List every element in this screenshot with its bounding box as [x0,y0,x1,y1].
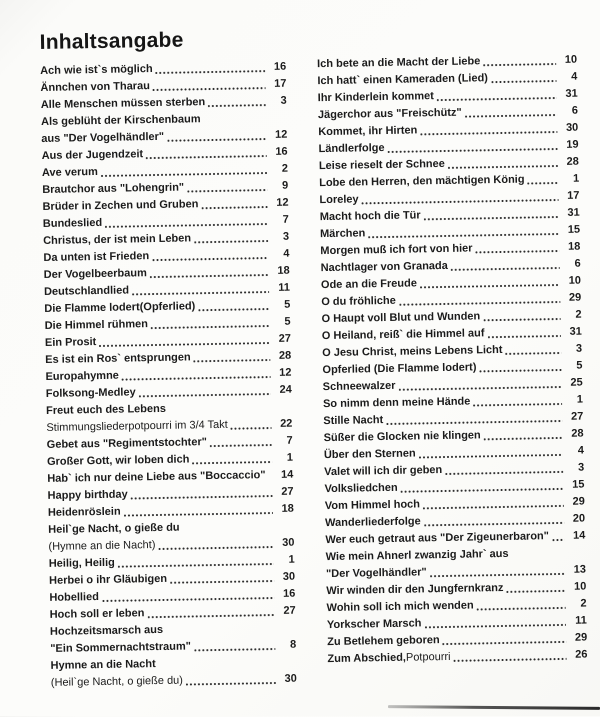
page-title: Inhaltsangabe [39,28,183,55]
dot-leader [105,223,268,228]
page-number: 11 [570,613,587,630]
song-title: Wer euch getraut aus "Der Zigeunerbaron" [325,528,549,549]
dot-leader [124,512,273,517]
dot-leader [480,369,562,372]
dot-leader [420,131,557,135]
toc-entry [327,647,587,669]
page-number: 27 [566,409,583,426]
song-title: Ännchen von Tharau [40,78,150,97]
dot-leader [122,376,271,381]
dot-leader [484,437,563,440]
dot-leader [150,274,269,278]
song-title: Wir winden dir den Jungfernkranz [326,580,503,600]
page-number: 10 [560,52,577,69]
song-title: Kommet, ihr Hirten [318,122,417,141]
song-title: "Der Vogelhändler" [326,564,427,583]
page-number: 14 [568,528,585,545]
song-title: Vom Himmel hoch [325,496,420,515]
page-number: 9 [271,178,288,195]
page-number: 1 [278,552,295,569]
page-number: 31 [563,205,580,222]
page-number: 2 [271,161,288,178]
song-title: Freut euch des Lebens [46,401,166,420]
song-title: Als geblüht der Kirschenbaum [41,111,201,131]
toc-column-right [317,52,588,668]
song-title: Zu Betlehem geboren [327,632,440,651]
dot-leader [132,291,269,295]
dot-leader [146,155,267,159]
dot-leader [118,563,274,568]
dot-leader [208,104,266,107]
song-title: Hab` ich nur deine Liebe aus "Boccaccio" [47,467,266,488]
song-title: Ihr Kinderlein kommet [318,88,434,107]
page-number: 29 [568,494,585,511]
page-number: 29 [564,290,581,307]
song-title: Hobellied [49,589,99,607]
song-title: Aus der Jugendzeit [42,146,144,165]
song-title: Morgen muß ich fort von hier [320,240,472,260]
page-number: 13 [569,562,586,579]
dot-leader [437,97,557,101]
page-number: 7 [276,433,293,450]
dot-leader [194,648,275,651]
page-number: 5 [273,314,290,331]
song-title: Valet will ich dir geben [324,462,442,481]
dot-leader [477,607,566,611]
dot-leader [170,580,274,584]
dot-leader [506,590,565,593]
page-number: 30 [561,120,578,137]
song-title: Es ist ein Ros` entsprungen [45,349,191,369]
dot-leader [186,682,276,686]
dot-leader [451,267,560,271]
dot-leader [424,216,559,220]
dot-leader [476,250,560,253]
page-number: 14 [276,467,293,484]
page-number: 17 [269,76,286,93]
song-title: Lobe den Herren, den mächtigen König [319,172,525,193]
page-number: 15 [567,477,584,494]
page-number: 18 [273,263,290,280]
page-number: 26 [570,647,587,664]
song-title: Stimmungsliederpotpourri im 3/4 Takt [46,417,228,437]
dot-leader [552,539,564,541]
dot-leader [147,614,274,618]
page-number: 3 [567,460,584,477]
dot-leader [465,114,557,118]
dot-leader [362,199,559,204]
song-title: Heil`ge Nacht, o gieße du [48,520,180,539]
song-title: Bundeslied [43,215,103,233]
page-number: 7 [272,212,289,229]
song-title: aus "Der Vogelhändler" [41,129,164,148]
page-number: 27 [279,603,296,620]
song-title: Happy birthday [47,487,127,505]
page-number: 29 [570,630,587,647]
dot-leader [430,573,565,577]
dot-leader [194,240,268,243]
dot-leader [401,488,564,493]
song-title: Ich bete an die Macht der Liebe [317,53,480,73]
song-title: Ode an die Freude [321,275,417,294]
dot-leader [101,172,267,177]
page-number: 4 [272,246,289,263]
page-number: 27 [276,484,293,501]
dot-leader [187,189,267,192]
page-number: 5 [273,297,290,314]
dot-leader [445,471,563,475]
page-number: 4 [567,443,584,460]
page-number: 16 [271,144,288,161]
song-title: (Hymne an die Nacht) [48,537,155,556]
dot-leader [153,87,266,91]
dot-leader [483,63,556,66]
page-number: 28 [566,426,583,443]
song-title: "Ein Sommernachtstraum" [50,638,191,657]
dot-leader [528,182,559,185]
dot-leader [194,359,271,362]
song-title: Brautchor aus "Lohengrin" [42,180,184,199]
dot-leader [368,233,559,238]
song-title: Die Himmel rühmen [45,316,149,335]
dot-leader [159,546,274,550]
page-number: 18 [277,501,294,518]
page-number: 6 [561,103,578,120]
song-title: Deutschlandlied [44,282,129,300]
dot-leader [483,318,560,321]
page-number: 20 [568,511,585,528]
song-title: Jägerchor aus "Freischütz" [318,105,462,125]
dot-leader [443,641,567,645]
song-title: Wanderliederfolge [325,513,421,532]
song-title: Europahymne [45,368,119,386]
dot-leader [231,427,272,430]
song-title: Wohin soll ich mich wenden [326,598,473,618]
song-title: Brüder in Zechen und Gruben [42,196,198,216]
song-title: Volksliedchen [324,480,397,498]
song-title: Alle Menschen müssen sterben [41,94,206,114]
dot-leader [167,138,266,142]
page-number: 1 [566,392,583,409]
dot-leader [399,301,560,306]
song-title: Der Vogelbeerbaum [44,265,147,284]
page-number: 3 [565,341,582,358]
song-title: O Jesu Christ, meins Lebens Licht [322,342,503,362]
song-title: Über den Sternen [324,446,416,465]
song-title: Ein Prosit [45,334,97,352]
page-number: 8 [279,637,296,654]
song-title: Macht hoch die Tür [320,207,421,226]
song-title: Christus, der ist mein Leben [43,230,191,250]
page-number: 2 [569,596,586,613]
dot-leader [419,454,563,459]
song-title: Yorkscher Marsch [327,615,422,634]
song-title: Süßer die Glocken nie klingen [324,427,481,447]
song-title: Hymne an die Nacht [50,656,155,675]
dot-leader [198,308,269,311]
song-title: Hochzeitsmarsch aus [50,622,163,641]
page-number: 19 [561,137,578,154]
page-number: 24 [275,382,292,399]
song-title-suffix: Potpourri [406,649,451,667]
dot-leader [473,403,562,407]
dot-leader [487,335,560,338]
dot-leader [201,206,267,209]
dot-leader [454,658,567,662]
page-number: 28 [562,154,579,171]
dot-leader [102,597,274,602]
page-number: 28 [274,348,291,365]
dot-leader [388,148,558,153]
song-title: Leise rieselt der Schnee [319,156,445,175]
dot-leader [210,444,272,447]
page-number: 3 [272,229,289,246]
page-number: 30 [277,535,294,552]
page-number: 1 [276,450,293,467]
page-number: 2 [564,307,581,324]
song-title: Wie mein Ahnerl zwanzig Jahr` aus [326,546,509,566]
page-number: 16 [269,59,286,76]
page-number: 27 [274,331,291,348]
song-title: Da unten ist Frieden [43,248,149,267]
dot-leader [156,70,266,74]
song-title: O Haupt voll Blut und Wunden [321,308,480,328]
song-title: Nachtlager von Granada [321,258,448,277]
page-number: 17 [562,188,579,205]
dot-leader [420,284,560,288]
dot-leader [491,80,556,83]
toc-column-left [40,59,297,692]
page-number: 10 [569,579,586,596]
page-number: 11 [273,280,290,297]
dot-leader [192,461,272,464]
page-number: 3 [270,93,287,110]
page-number: 1 [562,171,579,188]
page-number: 31 [565,324,582,341]
song-title: Märchen [320,225,366,243]
dot-leader [425,624,566,628]
page-number: 31 [561,86,578,103]
song-title: So nimm denn meine Hände [323,394,471,414]
dot-leader [423,505,564,509]
song-title: Stille Nacht [323,412,383,430]
song-title: Hoch soll er leben [50,605,145,624]
page-number: 12 [271,195,288,212]
page-number: 15 [563,222,580,239]
song-title: (Heil`ge Nacht, o gieße du) [51,673,183,692]
page-number: 12 [274,365,291,382]
song-title: O Heiland, reiß` die Himmel auf [322,325,485,345]
page-number: 16 [278,586,295,603]
song-title: Opferlied (Die Flamme lodert) [322,359,476,379]
dot-leader [386,420,562,425]
toc-entry [51,671,297,692]
page-number: 22 [275,416,292,433]
dot-leader [448,165,558,169]
song-title: Ave verum [42,164,98,182]
page-number: 30 [278,569,295,586]
dot-leader [151,325,270,329]
page-number: 6 [563,256,580,273]
dot-leader [399,386,562,391]
song-title: Heidenröslein [48,504,121,522]
dot-leader [99,342,270,347]
song-title: Großer Gott, wir loben dich [47,451,190,470]
dot-leader [506,352,562,355]
song-title: Herbei o ihr Gläubigen [49,571,167,590]
song-title: Schneewalzer [323,378,396,396]
page-number: 4 [560,69,577,86]
song-title: Folksong-Medley [46,384,136,403]
song-title: Ach wie ist`s möglich [40,61,153,80]
song-title: Ländlerfolge [318,140,384,158]
song-title: Gebet aus "Regimentstochter" [47,434,207,454]
dot-leader [131,495,273,499]
page-number: 25 [566,375,583,392]
song-title: Zum Abschied, [327,650,406,668]
song-title: O du fröhliche [321,293,396,311]
dot-leader [139,393,271,397]
page-number: 10 [564,273,581,290]
page-number: 5 [565,358,582,375]
song-title: Die Flamme lodert(Opferlied) [44,298,195,318]
song-title: Loreley [319,191,358,209]
song-title: Ich hatt` einen Kameraden (Lied) [317,70,488,90]
song-title: Heilig, Heilig [49,555,115,573]
page-number: 18 [563,239,580,256]
dot-leader [152,257,268,261]
page-number: 30 [280,671,297,688]
page-number: 12 [270,127,287,144]
dot-leader [424,522,564,526]
